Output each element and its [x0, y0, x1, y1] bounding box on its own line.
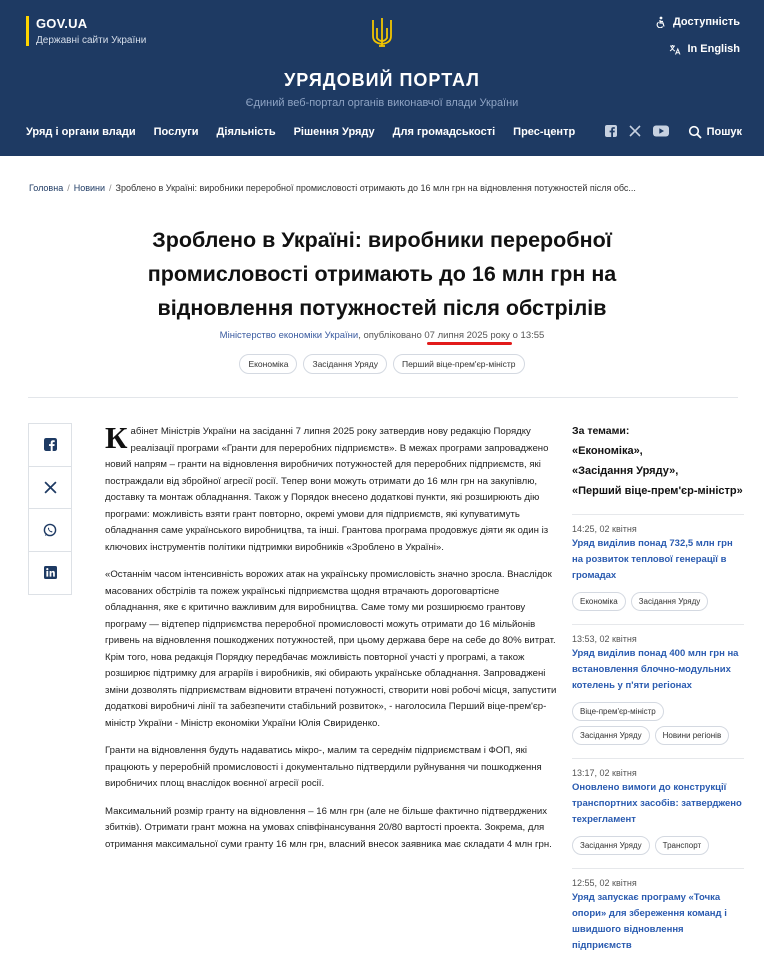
- search-icon: [688, 125, 702, 139]
- whatsapp-icon: [43, 523, 57, 537]
- nav-item-public[interactable]: Для громадськості: [392, 126, 496, 138]
- date-highlight-underline: [427, 342, 512, 345]
- related-news-item: [572, 758, 744, 855]
- article-tags: [0, 354, 764, 374]
- nav-item-services[interactable]: Послуги: [153, 126, 199, 138]
- govua-logo[interactable]: [26, 16, 146, 46]
- news-title-link[interactable]: Оновлено вимоги до конструкції транспортних засобів: затверджено техрегламент: [572, 782, 742, 825]
- header-social: [605, 125, 669, 137]
- portal-title[interactable]: УРЯДОВИЙ ПОРТАЛ: [284, 70, 480, 90]
- news-tag[interactable]: Засідання Уряду: [572, 836, 650, 855]
- news-tag[interactable]: Засідання Уряду: [572, 726, 650, 745]
- news-tag[interactable]: Економіка: [572, 592, 626, 611]
- page-title: Зроблено в Україні: виробники переробної промисловості отримають до 16 млн грн на відновлення потужностей після обстрілів: [147, 228, 617, 320]
- publish-date: 07 липня 2025 року: [424, 330, 510, 341]
- tag-first-deputy-pm[interactable]: Перший віце-прем'єр-міністр: [393, 354, 525, 374]
- published-prefix: , опубліковано: [358, 330, 425, 341]
- news-title-link[interactable]: Уряд виділив понад 400 млн грн на встановлення блочно-модульних котелень у п'яти регіонах: [572, 648, 739, 691]
- share-x-button[interactable]: [29, 467, 71, 510]
- time-sep: о: [509, 330, 521, 341]
- related-news-item: [572, 624, 744, 745]
- site-header: [0, 0, 764, 156]
- nav-item-decisions[interactable]: Рішення Уряду: [293, 126, 375, 138]
- news-tag[interactable]: Новини регіонів: [655, 726, 730, 745]
- news-date: 12:55, 02 квітня: [572, 878, 637, 888]
- nav-item-activity[interactable]: Діяльність: [216, 126, 276, 138]
- main-nav: [26, 126, 575, 138]
- article-paragraph: [105, 420, 557, 556]
- news-tag[interactable]: Транспорт: [655, 836, 709, 855]
- ministry-link[interactable]: Міністерство економіки України: [219, 330, 359, 341]
- breadcrumb-current: Зроблено в Україні: виробники переробної промисловості отримають до 16 млн грн на відновлення потужностей після обс...: [115, 183, 636, 193]
- news-date: 13:53, 02 квітня: [572, 634, 637, 644]
- portal-subtitle: Єдиний веб-портал органів виконавчої влади України: [245, 97, 519, 109]
- tag-economy[interactable]: Економіка: [239, 354, 297, 374]
- content-divider: [28, 397, 738, 398]
- sidebar-topic: «Засідання Уряду»,: [572, 465, 679, 477]
- x-icon[interactable]: [629, 125, 641, 137]
- language-switch[interactable]: [669, 43, 740, 55]
- related-news-item: [572, 514, 744, 611]
- nav-item-press[interactable]: Прес-центр: [513, 126, 576, 138]
- article-body: [105, 420, 557, 864]
- drop-cap: К: [105, 420, 128, 455]
- tag-government-meeting[interactable]: Засідання Уряду: [303, 354, 387, 374]
- news-tag[interactable]: Віце-прем'єр-міністр: [572, 702, 664, 721]
- breadcrumb: Головна / Новини / Зроблено в Україні: виробники переробної промисловості отримають до 16 млн грн на відновлення потужностей після обс...: [29, 183, 636, 193]
- paragraph-text: абінет Міністрів України на засіданні 7 липня 2025 року затвердив нову редакцію Порядку реалізації програми «Гранти для переробних підприємств». В межах програми запроваджено новий напрям – гранти на відновлення виробничих потужностей для переробних підприємств, які постраждали від збройної агресії росії. Тепер вони можуть отримати до 16 млн грн на закупівлю, доставку та монтаж обладнання. Також у Порядок внесено додаткові пункти, які розширюють дію програми: можливість взяти грант повторно, окремі умови для підприємств, які купуватимуть обладнання саме українського виробництва, та інші. Грантова програма продовжує діяти як один із ключових інструментів політики підтримки виробників «Зроблено в Україні».: [105, 426, 549, 553]
- share-linkedin-button[interactable]: [29, 552, 71, 595]
- sidebar-heading-prefix: За темами:: [572, 425, 630, 437]
- news-title-link[interactable]: Уряд виділив понад 732,5 млн грн на розвиток теплової генерації в громадах: [572, 538, 733, 581]
- share-whatsapp-button[interactable]: [29, 509, 71, 552]
- trident-icon[interactable]: [370, 16, 394, 50]
- share-facebook-button[interactable]: [29, 424, 71, 467]
- publish-time: 13:55: [520, 330, 545, 341]
- govua-brand: GOV.UA: [36, 16, 88, 31]
- related-news-item: [572, 868, 744, 954]
- article-paragraph: Максимальний розмір гранту на відновлення – 16 млн грн (але не більше фактично підтверджених збитків). Отримати грант можна на умовах співфінансування 20/80 вартості проекта. Зокрема, для отримання максимальної суми гранту 16 млн грн, власний внесок заявника має складати 4 млн грн.: [105, 805, 552, 850]
- news-tag[interactable]: Засідання Уряду: [631, 592, 709, 611]
- translate-icon: [669, 44, 681, 55]
- breadcrumb-news[interactable]: Новини: [73, 183, 106, 193]
- accessibility-link[interactable]: [655, 16, 740, 28]
- news-title-link[interactable]: Уряд запускає програму «Точка опори» для збереження команд і швидшого відновлення підприємств: [572, 892, 727, 951]
- sidebar-topic: «Перший віце-прем'єр-міністр»: [572, 485, 743, 497]
- share-bar: [28, 423, 72, 595]
- x-icon: [44, 481, 57, 494]
- search-button[interactable]: [688, 125, 742, 139]
- related-sidebar: [572, 421, 744, 954]
- linkedin-icon: [44, 566, 57, 579]
- article-paragraph: Гранти на відновлення будуть надаватись мікро-, малим та середнім підприємствам і ФОП, які працюють у переробній промисловості і документально підтвердили руйнування чи пошкодження виробничих площ внаслідок воєнної агресії росії.: [105, 745, 542, 789]
- nav-item-government[interactable]: Уряд і органи влади: [26, 126, 136, 138]
- news-date: 13:17, 02 квітня: [572, 768, 637, 778]
- accessibility-icon: [655, 16, 667, 28]
- breadcrumb-home[interactable]: Головна: [29, 183, 64, 193]
- facebook-icon[interactable]: [605, 125, 617, 137]
- news-date: 14:25, 02 квітня: [572, 524, 637, 534]
- facebook-icon: [44, 438, 57, 451]
- sidebar-heading: [572, 421, 744, 501]
- sidebar-topic: «Економіка»,: [572, 445, 643, 457]
- article-paragraph: «Останнім часом інтенсивність ворожих атак на українську промисловість значно зросла. Внаслідок масованих обстрілів та пожеж українські підприємства щодня втрачають дороговартісне обладнання, яке є критично важливим для виробництва. Саме тому ми розширюємо грантову програму — відтепер підприємства переробної промисловості можуть отримати до 16 мільйонів гривень на відновлення пошкоджених потужностей, при цьому держава бере на себе до 80% витрат. Крім того, нова редакція Порядку передбачає можливість повторної участі у програмі, а також розширює підтримку для аграріїв і виробників, які обирають українське обладнання. Запроваджені зміни дозволять підприємствам відновити втрачені потужності, створити нові робочі місця, запустити додаткові виробничі лінії та забезпечити стабільний розвиток», - наголосила Перший віце-прем'єр-міністр України - Міністр економіки України Юлія Свириденко.: [105, 569, 557, 729]
- search-label: Пошук: [706, 126, 742, 138]
- govua-brand-sub: Державні сайти України: [36, 35, 147, 46]
- language-label: In English: [687, 43, 740, 55]
- accessibility-label: Доступність: [672, 16, 740, 28]
- article-meta: [0, 330, 764, 341]
- youtube-icon[interactable]: [653, 125, 669, 137]
